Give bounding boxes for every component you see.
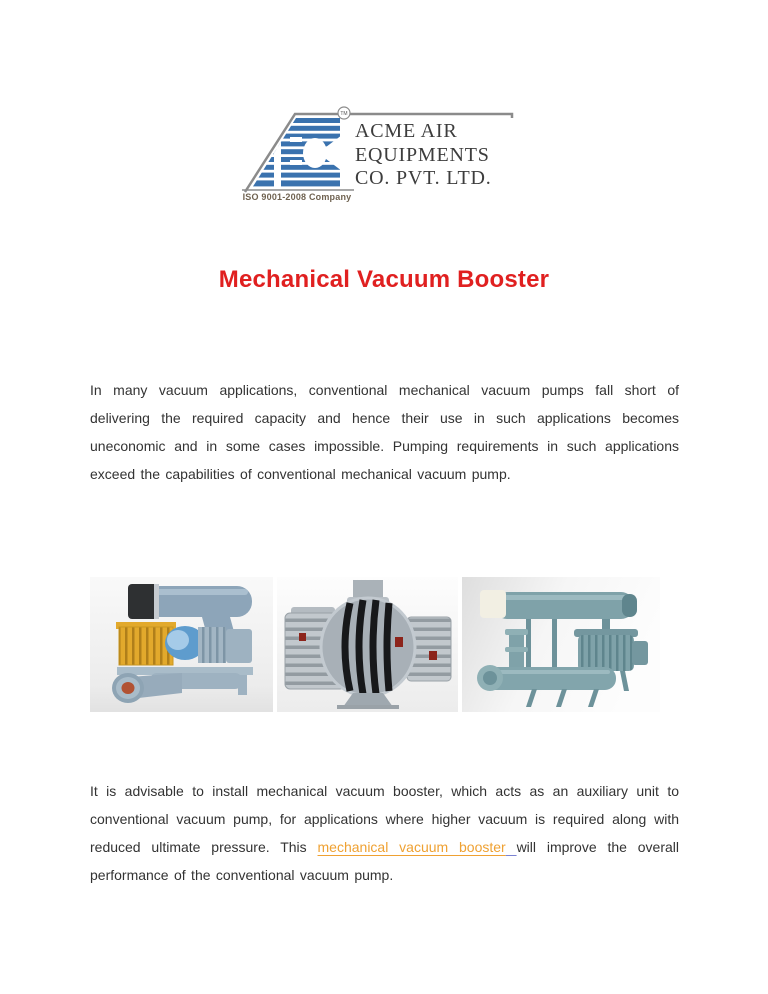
intro-paragraph-text: In many vacuum applications, conventional mechanical vacuum pumps fall short of delivering the required capacity and hence their use in such applications becomes uneconomic and in some cases impossible. Pumping requirements in such applications exceed the capabilities of conventional mechanical vacuum pump. xyxy=(90,382,679,482)
product-photo-2 xyxy=(277,577,458,712)
trademark-symbol: TM xyxy=(340,111,348,117)
company-name-line-1: ACME AIR xyxy=(355,120,458,142)
mechanical-vacuum-booster-link[interactable]: mechanical vacuum booster xyxy=(317,839,506,855)
company-name-line-3: CO. PVT. LTD. xyxy=(355,167,492,189)
advisory-paragraph xyxy=(90,777,679,889)
company-logo xyxy=(238,104,523,208)
intro-paragraph xyxy=(90,376,679,488)
iso-certification-label: ISO 9001-2008 Company xyxy=(242,192,352,202)
product-images-row xyxy=(90,577,660,712)
product-photo-3 xyxy=(462,577,660,712)
advisory-paragraph-text-after: will improve the overall performance of the conventional vacuum pump. xyxy=(90,839,680,883)
company-name xyxy=(355,120,492,191)
product-photo-1 xyxy=(90,577,273,712)
page-title: Mechanical Vacuum Booster xyxy=(218,266,550,293)
link-trailing-underline xyxy=(506,839,517,855)
company-name-line-2: EQUIPMENTS xyxy=(355,143,490,166)
advisory-paragraph-text-before: It is advisable to install mechanical vacuum booster, which acts as an auxiliary unit to conventional vacuum pump, for applications where higher vacuum is required along with reduced ultimate pressure. This xyxy=(90,783,679,855)
